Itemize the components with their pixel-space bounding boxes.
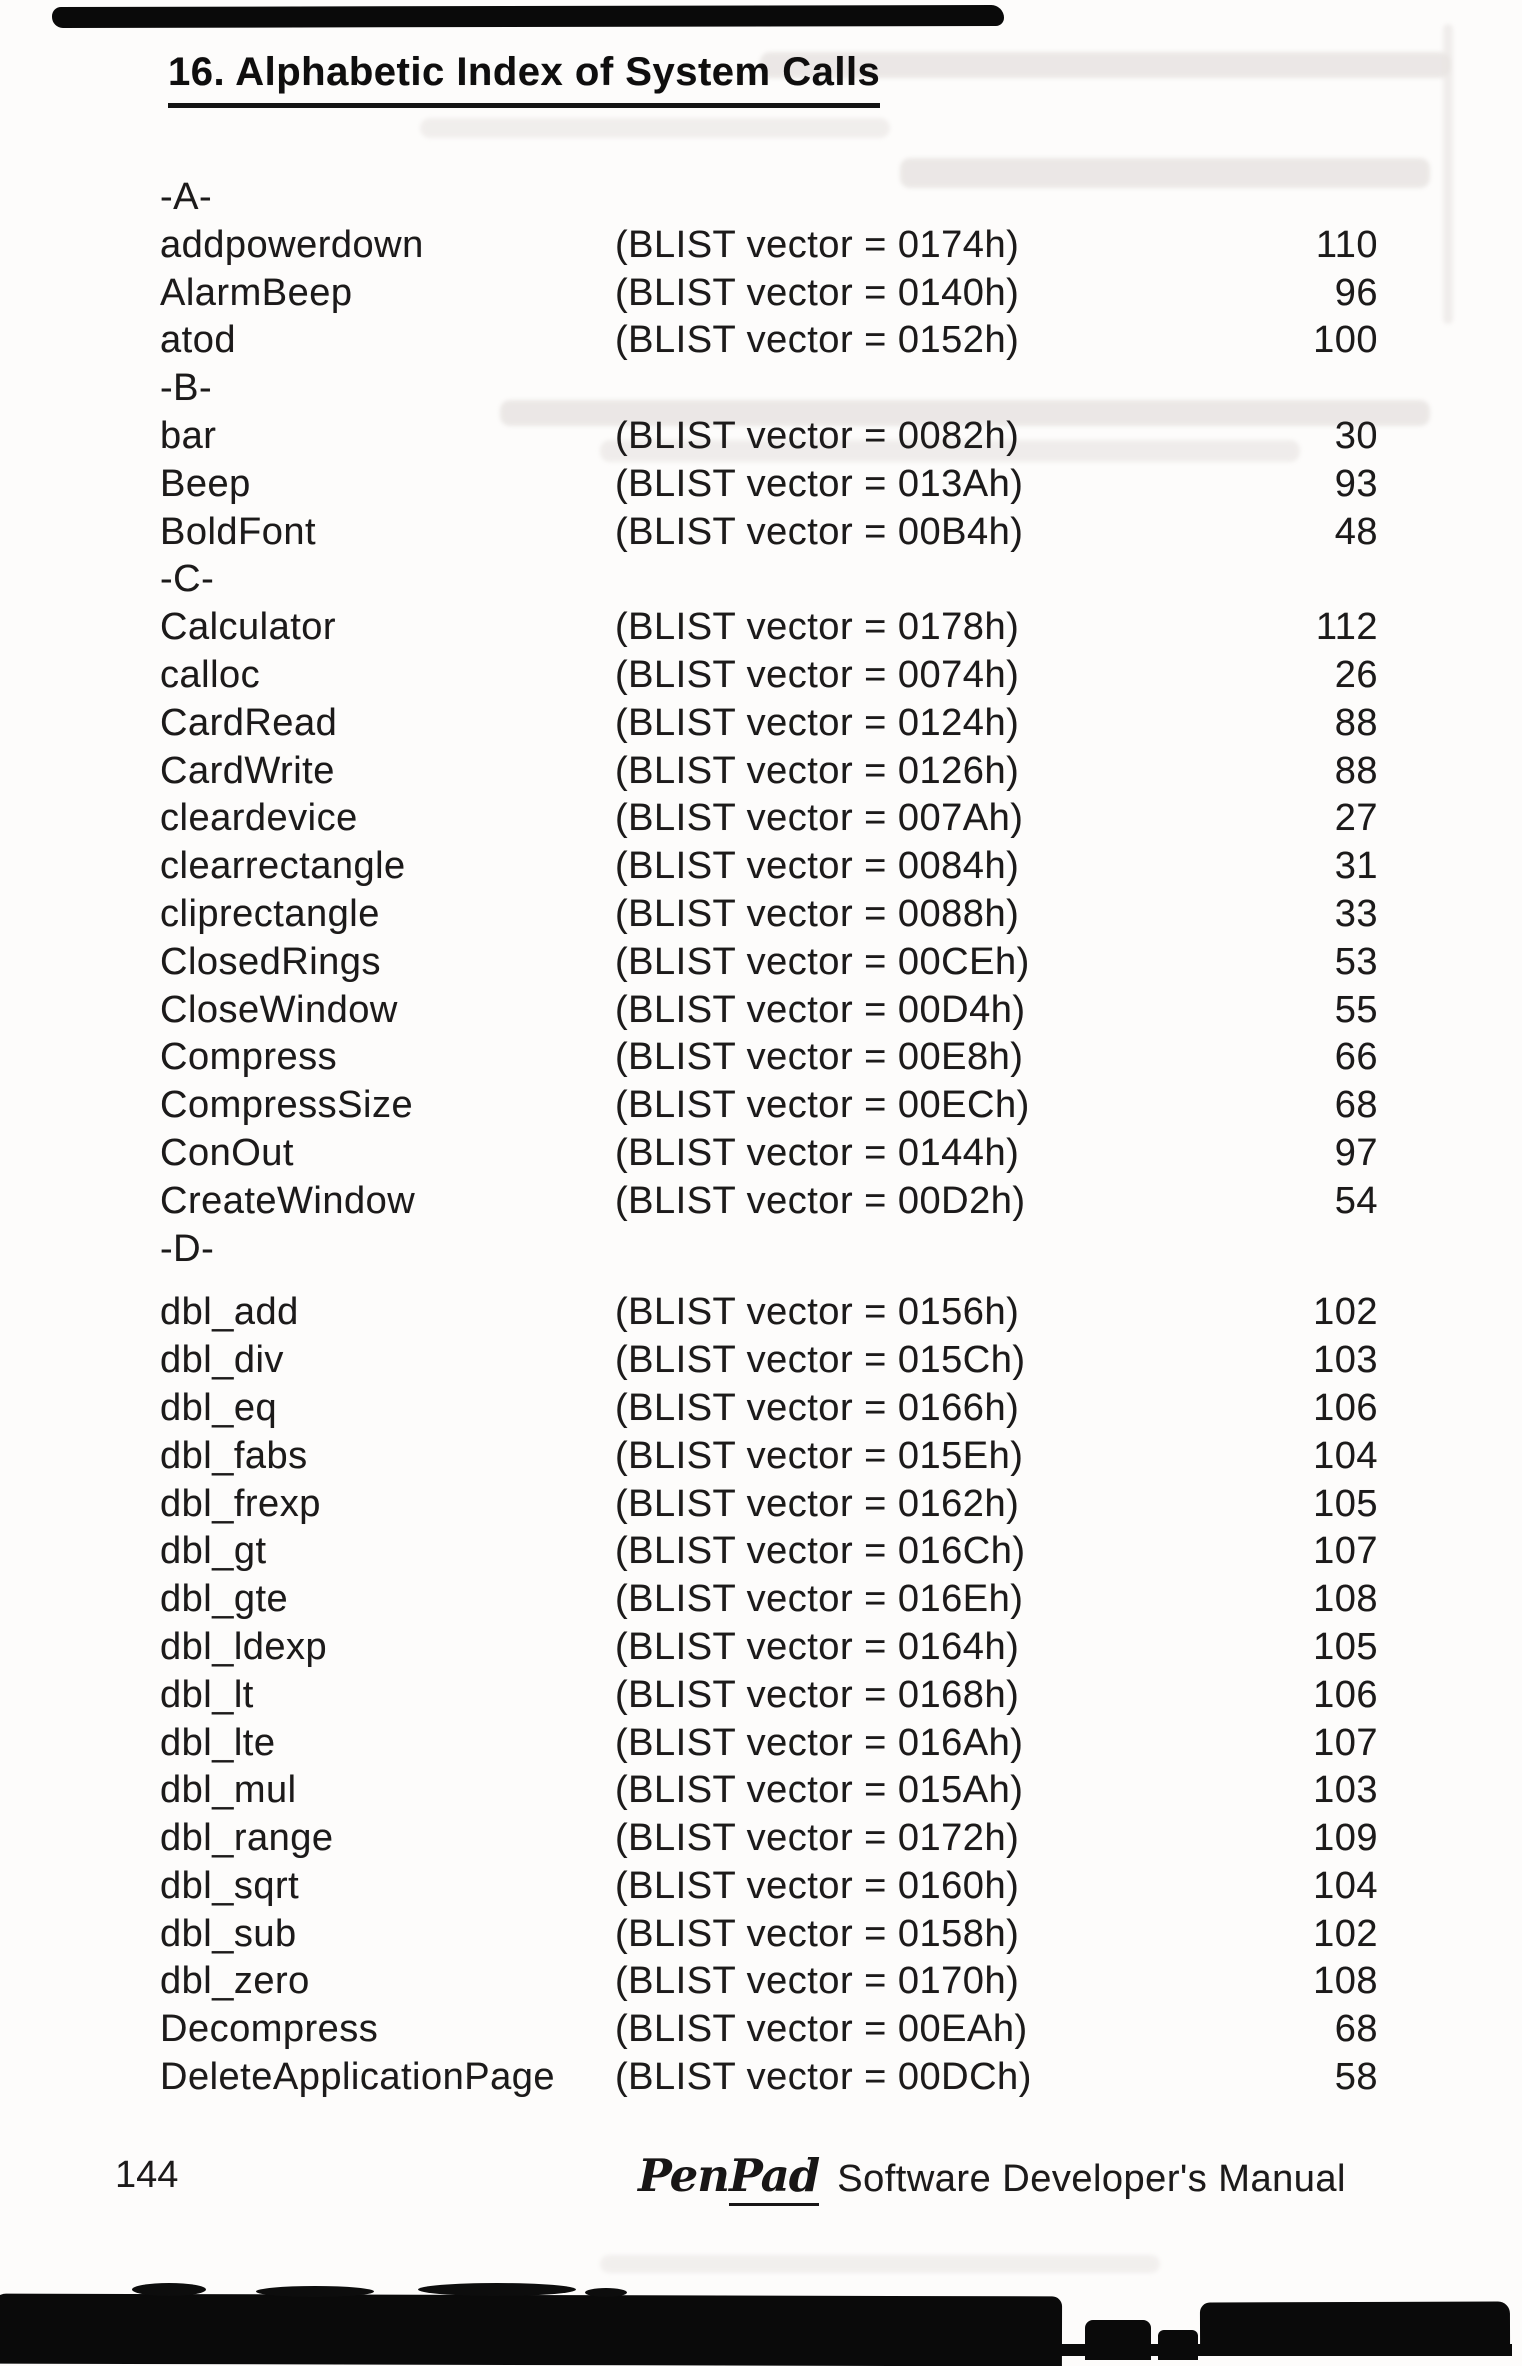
index-section [160, 365, 1378, 556]
entry-blist-vector: (BLIST vector = 0160h) [615, 1864, 1020, 1907]
entry-blist-vector: (BLIST vector = 0082h) [615, 414, 1020, 457]
entry-blist-vector: (BLIST vector = 0178h) [615, 606, 1020, 649]
index-entry-row [160, 1911, 1378, 1959]
entry-page-number: 96 [1334, 271, 1378, 314]
entry-name: clearrectangle [160, 845, 406, 888]
entry-page-number: 110 [1315, 223, 1378, 266]
entry-name: bar [160, 414, 217, 457]
entry-name: dbl_fabs [160, 1434, 308, 1477]
index-section [160, 1226, 1378, 2102]
manual-title: Software Developer's Manual [837, 2158, 1346, 2200]
entry-name: ClosedRings [160, 940, 381, 983]
entry-page-number: 105 [1313, 1625, 1378, 1668]
entry-name: atod [160, 319, 236, 362]
entry-name: dbl_lt [160, 1673, 254, 1716]
entry-name: dbl_lte [160, 1721, 276, 1764]
entry-name: dbl_frexp [160, 1482, 321, 1525]
scan-artifact-bottom-strip [0, 2344, 1512, 2356]
entry-name: dbl_sub [160, 1912, 297, 1955]
index-entry-row [160, 1178, 1378, 1226]
entry-page-number: 33 [1334, 892, 1378, 935]
entry-page-number: 93 [1334, 462, 1378, 505]
entry-page-number: 103 [1313, 1769, 1378, 1812]
entry-page-number: 68 [1334, 2008, 1378, 2051]
entry-page-number: 53 [1334, 940, 1378, 983]
index-entry-row [160, 270, 1378, 318]
index-entry-row [160, 939, 1378, 987]
entry-blist-vector: (BLIST vector = 0174h) [615, 223, 1020, 266]
entry-page-number: 102 [1313, 1912, 1378, 1955]
entry-blist-vector: (BLIST vector = 016Eh) [615, 1578, 1024, 1621]
entry-page-number: 58 [1334, 2056, 1378, 2099]
index-entry-row [160, 1720, 1378, 1768]
entry-blist-vector: (BLIST vector = 013Ah) [615, 462, 1024, 505]
index-entry-row [160, 1576, 1378, 1624]
footer-page-number: 144 [115, 2154, 179, 2196]
entry-page-number: 105 [1313, 1482, 1378, 1525]
index-entry-row [160, 509, 1378, 557]
footer-manual-line [638, 2150, 1346, 2202]
entry-name: dbl_range [160, 1817, 334, 1860]
index-entry-row [160, 604, 1378, 652]
entry-page-number: 54 [1334, 1179, 1378, 1222]
entry-name: dbl_div [160, 1339, 284, 1382]
entry-page-number: 88 [1334, 749, 1378, 792]
entry-blist-vector: (BLIST vector = 0162h) [615, 1482, 1020, 1525]
entry-name: Decompress [160, 2008, 379, 2051]
entry-blist-vector: (BLIST vector = 00D4h) [615, 988, 1026, 1031]
entry-name: cleardevice [160, 797, 358, 840]
entry-name: dbl_sqrt [160, 1864, 300, 1907]
entry-page-number: 103 [1313, 1339, 1378, 1382]
index-entry-row [160, 2054, 1378, 2102]
entry-blist-vector: (BLIST vector = 00D2h) [615, 1179, 1026, 1222]
entry-blist-vector: (BLIST vector = 00DCh) [615, 2056, 1032, 2099]
index-entry-row [160, 317, 1378, 365]
entry-page-number: 26 [1334, 653, 1378, 696]
penpad-logo [638, 2150, 819, 2202]
index-entry-row [160, 1815, 1378, 1863]
entry-blist-vector: (BLIST vector = 0170h) [615, 1960, 1020, 2003]
entry-blist-vector: (BLIST vector = 0088h) [615, 892, 1020, 935]
entry-page-number: 31 [1334, 845, 1378, 888]
entry-name: CreateWindow [160, 1179, 416, 1222]
entry-page-number: 106 [1313, 1386, 1378, 1429]
entry-page-number: 112 [1315, 606, 1378, 649]
index-entry-row [160, 1672, 1378, 1720]
entry-page-number: 104 [1313, 1864, 1378, 1907]
entry-blist-vector: (BLIST vector = 0126h) [615, 749, 1020, 792]
entry-page-number: 109 [1313, 1817, 1378, 1860]
bleedthrough-smudge [600, 2255, 1160, 2273]
index-entry-row [160, 1337, 1378, 1385]
entry-blist-vector: (BLIST vector = 0168h) [615, 1673, 1020, 1716]
index-entry-row [160, 222, 1378, 270]
entry-name: addpowerdown [160, 223, 424, 266]
entry-name: dbl_add [160, 1291, 299, 1334]
entry-name: ConOut [160, 1131, 294, 1174]
scan-artifact-speck [585, 2288, 627, 2297]
index-entry-row [160, 461, 1378, 509]
entry-page-number: 104 [1313, 1434, 1378, 1477]
entry-blist-vector: (BLIST vector = 0152h) [615, 319, 1020, 362]
entry-page-number: 107 [1313, 1530, 1378, 1573]
entry-name: dbl_ldexp [160, 1625, 328, 1668]
entry-page-number: 30 [1334, 414, 1378, 457]
entry-page-number: 48 [1334, 510, 1378, 553]
section-letter: -B- [160, 367, 213, 410]
section-letter: -A- [160, 176, 213, 218]
index-entry-row [160, 1385, 1378, 1433]
entry-name: CompressSize [160, 1084, 414, 1127]
entry-blist-vector: (BLIST vector = 0124h) [615, 701, 1020, 744]
index-entry-row [160, 1624, 1378, 1672]
index-entry-row [160, 1289, 1378, 1337]
entry-blist-vector: (BLIST vector = 00E8h) [615, 1036, 1024, 1079]
index-section [160, 556, 1378, 1225]
penpad-logo-pad: Pad [729, 2149, 819, 2206]
section-letter: -D- [160, 1227, 215, 1270]
entry-name: Compress [160, 1036, 338, 1079]
entry-blist-vector: (BLIST vector = 0172h) [615, 1817, 1020, 1860]
entry-name: dbl_mul [160, 1769, 297, 1812]
index-entry-row [160, 652, 1378, 700]
entry-blist-vector: (BLIST vector = 0164h) [615, 1625, 1020, 1668]
entry-page-number: 107 [1313, 1721, 1378, 1764]
page-footer [0, 2150, 1522, 2206]
entry-name: CardWrite [160, 749, 335, 792]
entry-page-number: 106 [1313, 1673, 1378, 1716]
index-entry-row [160, 2006, 1378, 2054]
index-section [160, 174, 1378, 365]
index-list [160, 174, 1378, 2102]
entry-blist-vector: (BLIST vector = 0144h) [615, 1131, 1020, 1174]
entry-name: BoldFont [160, 510, 317, 553]
entry-page-number: 55 [1334, 988, 1378, 1031]
entry-blist-vector: (BLIST vector = 015Ah) [615, 1769, 1024, 1812]
entry-blist-vector: (BLIST vector = 0074h) [615, 653, 1020, 696]
index-entry-row [160, 1082, 1378, 1130]
index-entry-row [160, 987, 1378, 1035]
entry-name: AlarmBeep [160, 271, 353, 314]
entry-page-number: 68 [1334, 1084, 1378, 1127]
entry-name: DeleteApplicationPage [160, 2056, 555, 2099]
index-entry-row [160, 700, 1378, 748]
entry-blist-vector: (BLIST vector = 015Ch) [615, 1339, 1026, 1382]
index-entry-row [160, 1433, 1378, 1481]
entry-page-number: 27 [1334, 797, 1378, 840]
entry-name: Calculator [160, 606, 337, 649]
index-entry-row [160, 748, 1378, 796]
entry-name: dbl_zero [160, 1960, 310, 2003]
page-edge-shadow [1443, 24, 1453, 324]
index-entry-row [160, 1767, 1378, 1815]
entry-name: dbl_gte [160, 1578, 289, 1621]
index-entry-row [160, 1130, 1378, 1178]
scan-artifact-top-bar [52, 5, 1004, 28]
page-title: 16. Alphabetic Index of System Calls [168, 50, 880, 108]
index-entry-row [160, 1863, 1378, 1911]
entry-name: cliprectangle [160, 892, 380, 935]
entry-blist-vector: (BLIST vector = 007Ah) [615, 797, 1024, 840]
entry-blist-vector: (BLIST vector = 016Ch) [615, 1530, 1026, 1573]
entry-blist-vector: (BLIST vector = 00CEh) [615, 940, 1030, 983]
entry-name: calloc [160, 653, 261, 696]
scan-artifact-speck [132, 2283, 206, 2296]
entry-name: dbl_eq [160, 1386, 278, 1429]
entry-blist-vector: (BLIST vector = 00B4h) [615, 510, 1024, 553]
entry-page-number: 97 [1334, 1131, 1378, 1174]
entry-page-number: 102 [1313, 1291, 1378, 1334]
entry-blist-vector: (BLIST vector = 0166h) [615, 1386, 1020, 1429]
entry-name: dbl_gt [160, 1530, 267, 1573]
entry-page-number: 100 [1313, 319, 1378, 362]
index-entry-row [160, 1481, 1378, 1529]
entry-page-number: 108 [1313, 1578, 1378, 1621]
entry-blist-vector: (BLIST vector = 0156h) [615, 1291, 1020, 1334]
entry-name: CardRead [160, 701, 338, 744]
entry-blist-vector: (BLIST vector = 016Ah) [615, 1721, 1024, 1764]
entry-blist-vector: (BLIST vector = 00ECh) [615, 1084, 1030, 1127]
index-entry-row [160, 1958, 1378, 2006]
index-entry-row [160, 1528, 1378, 1576]
entry-blist-vector: (BLIST vector = 0140h) [615, 271, 1020, 314]
entry-blist-vector: (BLIST vector = 015Eh) [615, 1434, 1024, 1477]
index-entry-row [160, 891, 1378, 939]
index-entry-row [160, 1034, 1378, 1082]
index-entry-row [160, 795, 1378, 843]
entry-page-number: 66 [1334, 1036, 1378, 1079]
scan-artifact-speck [256, 2286, 374, 2297]
penpad-logo-pen: Pen [638, 2149, 729, 2202]
index-entry-row [160, 843, 1378, 891]
entry-blist-vector: (BLIST vector = 0084h) [615, 845, 1020, 888]
entry-name: Beep [160, 462, 251, 505]
entry-name: CloseWindow [160, 988, 398, 1031]
bleedthrough-smudge [420, 118, 890, 138]
entry-page-number: 108 [1313, 1960, 1378, 2003]
scan-artifact-speck [418, 2283, 576, 2296]
section-letter: -C- [160, 558, 215, 601]
index-entry-row [160, 413, 1378, 461]
entry-blist-vector: (BLIST vector = 0158h) [615, 1912, 1020, 1955]
entry-page-number: 88 [1334, 701, 1378, 744]
entry-blist-vector: (BLIST vector = 00EAh) [615, 2008, 1028, 2051]
